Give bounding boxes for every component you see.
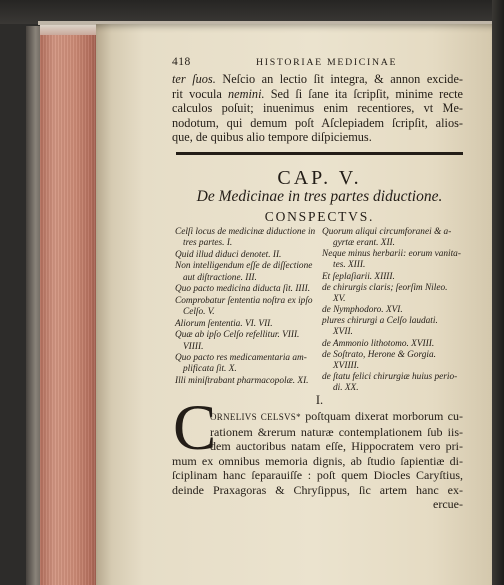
conspectus-entry-line: plificata ſit. X. [183, 364, 237, 375]
chapter-label: CAP. V. [277, 167, 362, 189]
chapter-title: De Medicinae in tres partes diductione. [196, 188, 443, 205]
conspectus-entry-line: Celſi locus de medicinæ diductione in [175, 227, 316, 237]
conspectus-entry-line: di. XX. [333, 383, 359, 394]
text-line [172, 87, 463, 102]
conspectus-entry-line: Comprobatur ſententia noſtra ex ipſo [175, 295, 313, 306]
italic-text: ter ſuos. [172, 72, 216, 86]
conspectus-entry-line: Illi miniſtrabant pharmacopolæ. XI. [175, 375, 309, 386]
conspectus-entry-line: plures chirurgi a Celſo laudati. [322, 316, 438, 327]
intro-paragraph [172, 72, 463, 145]
red-page-edges [40, 30, 98, 585]
conspectus-entry-line: Non intelligendum eſſe de diſſectione [175, 261, 313, 272]
text-line: rationem &rerum naturæ contemplationem ſub iis- [210, 424, 463, 439]
italic-text: nemini. [228, 86, 265, 101]
conspectus-entry-line: Quo pacto res medicamentaria am- [175, 352, 307, 363]
line-text: poſtquam dixerat morborum cu- [305, 409, 463, 423]
text-line [210, 409, 463, 425]
drop-cap-initial: C [173, 392, 217, 464]
text-line: deinde Praxagoras & Chryſippus, ſic artem hanc ex- [172, 482, 463, 497]
conspectus-entry-line: Et ſeplaſiarii. XIIII. [322, 271, 395, 282]
section-paragraph [172, 409, 463, 512]
smallcaps-name: ORNELIVS CELSVS* [210, 412, 301, 422]
catchword: ercue- [433, 497, 463, 511]
conspectus-entry-line: Aliorum ſententia. VI. VII. [175, 318, 273, 329]
conspectus-entry-line: aut diſtractione. III. [183, 272, 257, 283]
chapter-rule [176, 152, 463, 155]
page-number: 418 [172, 56, 191, 68]
conspectus-entry-line: Quorum aliqui circumforanei & a- [322, 227, 452, 237]
conspectus-entry-line: tes. XIII. [333, 260, 366, 271]
conspectus-entry-line: XVII. [333, 327, 353, 338]
conspectus-entry-line: Neque minus herbarii: eorum vanita- [322, 249, 461, 260]
line-text: rit vocula [172, 86, 222, 101]
section-number: I. [315, 393, 324, 407]
conspectus-entry-line: VIIII. [183, 341, 204, 352]
conspectus-entry-line: de ſtatu felici chirurgiæ huius perio- [322, 372, 458, 383]
conspectus-entry-line: Quo pacto medicina diducta ſit. IIII. [175, 284, 311, 295]
text-line: mum ex omnibus memoria dignis, ab ſtudio ſapientiæ di- [172, 453, 463, 468]
conspectus-entry-line: de chirurgis claris; ſeorſim Nileo. [322, 282, 448, 293]
text-line: dem auctoribus natam eſſe, Hippocratem vero pri- [210, 439, 463, 453]
conspectus-left-column [175, 227, 315, 387]
conspectus-heading: CONSPECTVS. [264, 209, 375, 224]
text-line: que, de quibus alio tempore diſpiciemus. [172, 130, 372, 145]
conspectus-entry-line: XV. [333, 293, 346, 304]
conspectus-entry-line: Quæ ab ipſo Celſo refellitur. VIII. [175, 330, 300, 341]
line-text: Sed ſi ſane ita ſcripſit, minime recte [270, 86, 463, 101]
text-line: calculos poſuit; inuenimus enim recentiores, vt Me- [172, 101, 463, 116]
conspectus-entry-line: de Ammonio lithotomo. XVIII. [322, 338, 435, 349]
conspectus-entry-line: XVIIII. [333, 360, 360, 371]
conspectus-entry-line: de Soſtrato, Herone & Gorgia. [322, 349, 436, 360]
conspectus-entry-line: Quid illud diduci denotet. II. [175, 249, 282, 260]
text-line: ſciplinam hanc ſeparauiſſe : poſt quem Diocles Caryſtius, [172, 468, 463, 482]
conspectus-entry-line: gyrtæ erant. XII. [333, 238, 395, 249]
conspectus-entry-line: de Nymphodoro. XVI. [322, 305, 403, 316]
line-text: Neſcio an lectio ſit integra, & annon excide- [222, 72, 464, 86]
conspectus-right-column [322, 227, 461, 394]
page-stack-top [40, 25, 98, 35]
conspectus-entry-line: tres partes. I. [183, 238, 233, 249]
text-line [172, 72, 463, 87]
right-shadow [492, 0, 504, 585]
text-line: nodotum, qui demum poſt Aſclepiadem ſcripſit, alios- [172, 115, 463, 130]
conspectus-entry-line: Celſo. V. [183, 307, 215, 318]
running-head: HISTORIAE MEDICINAE [256, 57, 398, 68]
